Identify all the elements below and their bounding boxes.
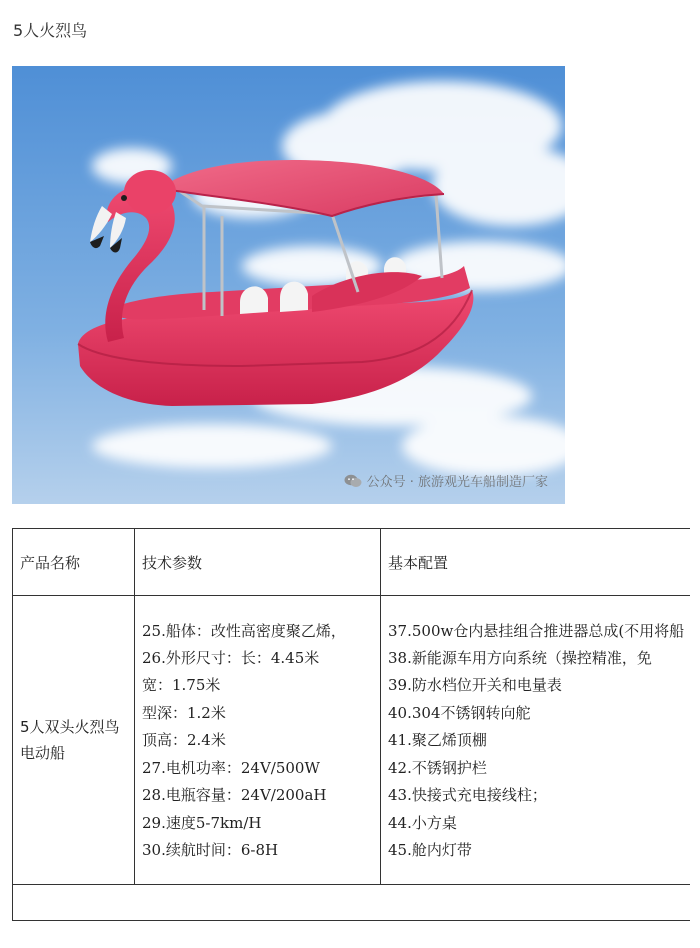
- configs-list: [388, 616, 683, 865]
- spec-item: 27.电机功率：24V/500W: [142, 758, 320, 777]
- header-tech-specs: 技术参数: [135, 529, 381, 596]
- table-header-row: [13, 529, 691, 596]
- spec-item: 宽：1.75米: [142, 676, 221, 695]
- spec-item: 顶高：2.4米: [142, 731, 226, 750]
- config-item: 44.小方桌: [388, 813, 457, 832]
- empty-cell: [13, 885, 691, 921]
- flamingo-boat-photo: [12, 66, 565, 504]
- configs-cell: [381, 596, 691, 885]
- config-item: 43.快接式充电接线柱；: [388, 786, 547, 805]
- flamingo-boat-illustration: [12, 66, 565, 504]
- wechat-icon: [344, 474, 362, 488]
- config-item: 37.500w仓内悬挂组合推进器总成(不用将船: [388, 621, 685, 640]
- config-item: 38.新能源车用方向系统（操控精准，免: [388, 649, 652, 668]
- spec-table-container: [12, 528, 690, 921]
- empty-row: [13, 885, 691, 921]
- spec-item: 25.船体：改性高密度聚乙烯，: [142, 621, 346, 640]
- config-item: 41.聚乙烯顶棚: [388, 731, 487, 750]
- config-item: 40.304不锈钢转向舵: [388, 703, 531, 722]
- header-product-name: 产品名称: [13, 529, 135, 596]
- config-item: 45.舱内灯带: [388, 840, 472, 859]
- spec-item: 26.外形尺寸：长：4.45米: [142, 649, 320, 668]
- product-name-cell: 5人双头火烈鸟电动船: [13, 596, 135, 885]
- specs-list: [142, 616, 373, 865]
- spec-item: 30.续航时间：6-8H: [142, 840, 279, 859]
- spec-item: 型深：1.2米: [142, 703, 226, 722]
- spec-item: 29.速度5-7km/H: [142, 813, 262, 832]
- table-row: [13, 596, 691, 885]
- header-basic-config: 基本配置: [381, 529, 691, 596]
- config-item: 39.防水档位开关和电量表: [388, 676, 562, 695]
- spec-table: [12, 528, 690, 921]
- config-item: 42.不锈钢护栏: [388, 758, 487, 777]
- page-title: 5人火烈鸟: [13, 21, 88, 40]
- spec-item: 28.电瓶容量：24V/200aH: [142, 786, 327, 805]
- watermark-text: 公众号 · 旅游观光车船制造厂家: [366, 475, 548, 490]
- specs-cell: [135, 596, 381, 885]
- watermark: [344, 471, 548, 490]
